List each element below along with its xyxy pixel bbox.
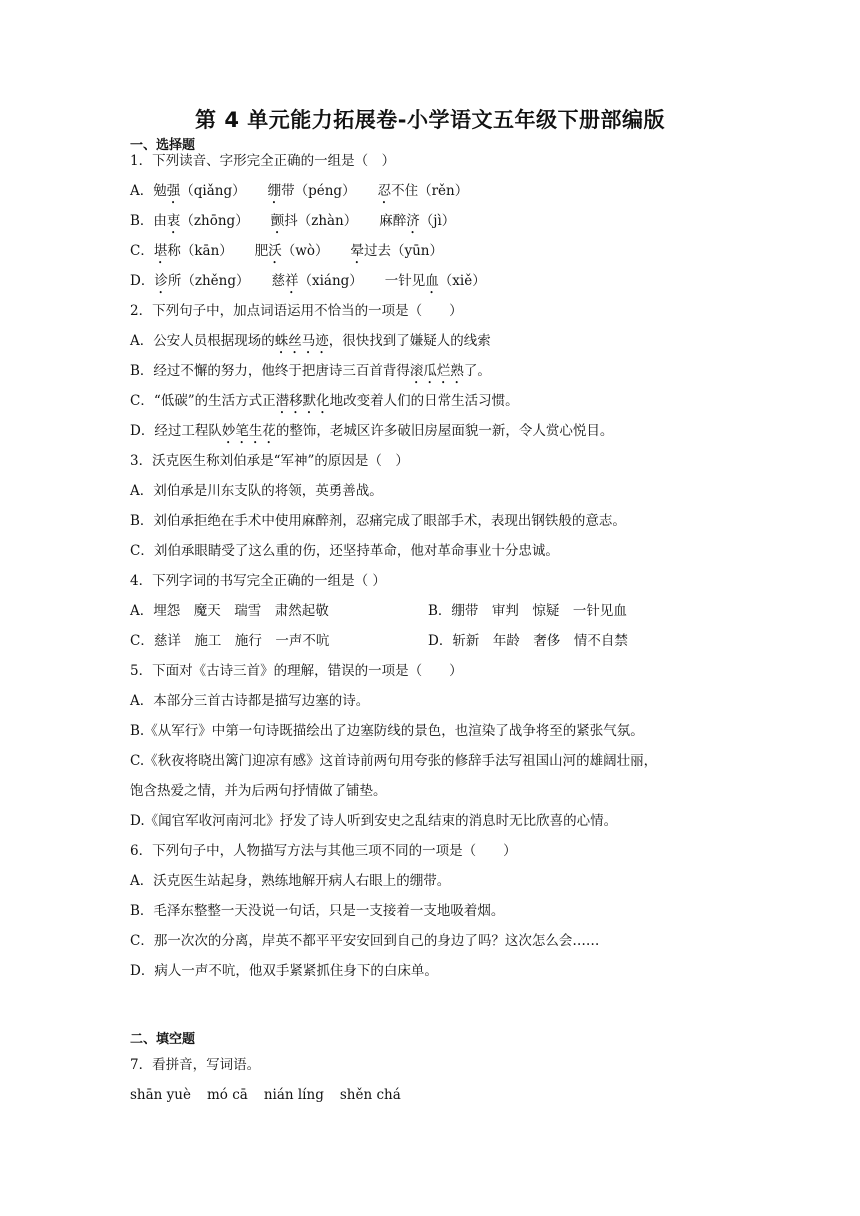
q2-option-c: C．“低碳”的生活方式正潜移默化地改变着人们的日常生活习惯。	[130, 393, 519, 409]
q6-option-c: C．那一次次的分离，岸英不都平平安安回到自己的身边了吗？这次怎么会……	[130, 933, 600, 949]
section-heading-choice: 一、选择题	[130, 138, 196, 153]
pinyin-item: shān yuè	[130, 1087, 191, 1103]
q4-option-b: B．绷带 审判 惊疑 一针见血	[428, 603, 627, 619]
q7-pinyin-row	[130, 1086, 401, 1104]
q5-option-d: D.《闻官军收河南河北》抒发了诗人听到安史之乱结束的消息时无比欣喜的心情。	[130, 813, 618, 829]
q6-option-a: A．沃克医生站起身，熟练地解开病人右眼上的绷带。	[130, 873, 451, 889]
q3-option-b: B．刘伯承拒绝在手术中使用麻醉剂，忍痛完成了眼部手术，表现出钢铁般的意志。	[130, 513, 626, 529]
question-6-stem: 6．下列句子中，人物描写方法与其他三项不同的一项是（ ）	[130, 843, 517, 859]
question-4-stem: 4．下列字词的书写完全正确的一组是（ ）	[130, 573, 386, 589]
pinyin-item: nián líng	[263, 1087, 324, 1103]
q1-option-b: B．由衷（zhōng） 颤抖（zhàn） 麻醉济（jì）	[130, 213, 456, 229]
q3-option-a: A．刘伯承是川东支队的将领，英勇善战。	[130, 483, 383, 499]
q2-option-a: A．公安人员根据现场的蛛丝马迹，很快找到了嫌疑人的线索	[130, 333, 491, 349]
question-5-stem: 5．下面对《古诗三首》的理解，错误的一项是（ ）	[130, 663, 463, 679]
q1-option-a: A．勉强（qiǎng） 绷带（péng） 忍不住（rěn）	[130, 183, 469, 199]
q5-option-c-line1: C.《秋夜将晓出篱门迎凉有感》这首诗前两句用夸张的修辞手法写祖国山河的雄阔壮丽，	[130, 753, 658, 769]
q5-option-a: A．本部分三首古诗都是描写边塞的诗。	[130, 693, 370, 709]
question-2-stem: 2．下列句子中，加点词语运用不恰当的一项是（ ）	[130, 303, 463, 319]
question-7-stem: 7．看拼音，写词语。	[130, 1057, 261, 1073]
q1-option-d: D．诊所（zhěng） 慈祥（xiáng） 一针见血（xiě）	[130, 273, 486, 289]
q4-option-a: A．埋怨 魔天 瑞雪 肃然起敬	[130, 603, 329, 619]
q5-option-c-line2: 饱含热爱之情，并为后两句抒情做了铺垫。	[130, 783, 387, 799]
question-3-stem: 3．沃克医生称刘伯承是“军神”的原因是（ ）	[130, 453, 409, 469]
section-heading-fill-in: 二、填空题	[130, 1032, 196, 1047]
q4-option-d: D．斩新 年龄 奢侈 情不自禁	[428, 633, 628, 649]
q2-option-d: D．经过工程队妙笔生花的整饰，老城区许多破旧房屋面貌一新，令人赏心悦目。	[130, 423, 614, 439]
q4-row-2	[130, 632, 628, 650]
q6-option-d: D．病人一声不吭，他双手紧紧抓住身下的白床单。	[130, 963, 438, 979]
q6-option-b: B．毛泽东整整一天没说一句话，只是一支接着一支地吸着烟。	[130, 903, 505, 919]
pinyin-item: mó cā	[206, 1087, 248, 1103]
question-1-stem: 1．下列读音、字形完全正确的一组是（ ）	[130, 153, 396, 169]
page-title: 第 4 单元能力拓展卷-小学语文五年级下册部编版	[195, 108, 665, 132]
q4-option-c: C．慈详 施工 施行 一声不吭	[130, 633, 330, 649]
q2-option-b: B．经过不懈的努力，他终于把唐诗三百首背得滚瓜烂熟了。	[130, 363, 491, 379]
q3-option-c: C．刘伯承眼睛受了这么重的伤，还坚持革命，他对革命事业十分忠诚。	[130, 543, 559, 559]
q4-row-1	[130, 602, 627, 620]
pinyin-item: shěn chá	[339, 1087, 401, 1103]
q1-option-c: C．堪称（kān） 肥沃（wò） 晕过去（yūn）	[130, 243, 443, 259]
q5-option-b: B.《从军行》中第一句诗既描绘出了边塞防线的景色，也渲染了战争将至的紧张气氛。	[130, 723, 644, 739]
